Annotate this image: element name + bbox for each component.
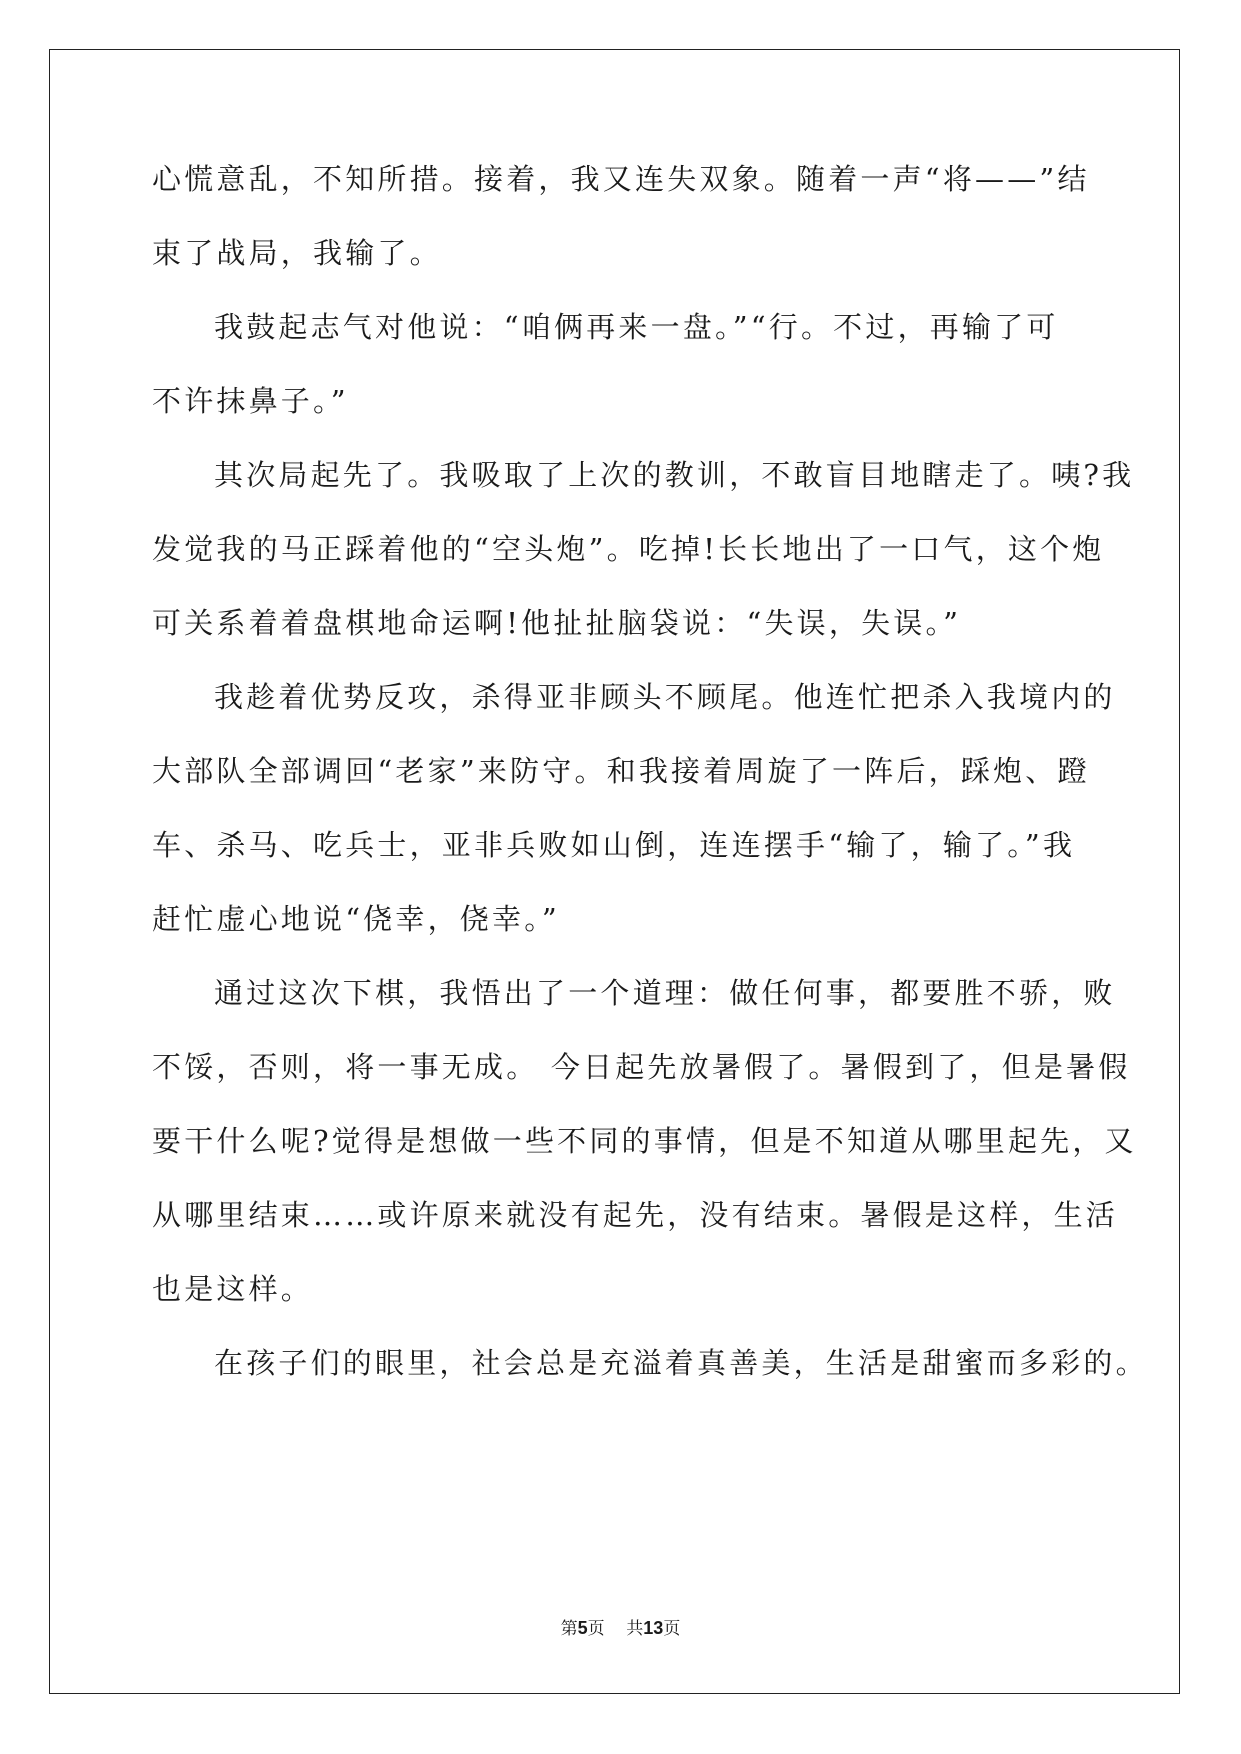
- total-pages: 13: [643, 1618, 664, 1638]
- total-label-suffix: 页: [663, 1619, 681, 1639]
- total-label-prefix: 共: [626, 1619, 644, 1639]
- text-line: 车、杀马、吃兵士，亚非兵败如山倒，连连摆手“输了，输了。”我: [152, 828, 1076, 862]
- text-line: 不许抹鼻子。”: [152, 384, 349, 418]
- text-line: 赶忙虚心地说“侥幸，侥幸。”: [152, 902, 560, 936]
- paragraph-start-line: 我趁着优势反攻，杀得亚非顾头不顾尾。他连忙把杀入我境内的: [214, 680, 1116, 714]
- page-label-suffix: 页: [587, 1619, 605, 1639]
- text-line: 也是这样。: [152, 1272, 314, 1306]
- text-line: 要干什么呢?觉得是想做一些不同的事情，但是不知道从哪里起先，又: [152, 1124, 1137, 1158]
- paragraph-start-line: 在孩子们的眼里，社会总是充溢着真善美，生活是甜蜜而多彩的。: [214, 1346, 1148, 1380]
- page-label-prefix: 第: [560, 1619, 578, 1639]
- page-number: 5: [577, 1618, 588, 1638]
- text-line: 大部队全部调回“老家”来防守。和我接着周旋了一阵后，踩炮、蹬: [152, 754, 1090, 788]
- text-line: 可关系着着盘棋地命运啊!他扯扯脑袋说：“失误，失误。”: [152, 606, 962, 640]
- page-border: [49, 49, 1180, 1694]
- text-line: 束了战局，我输了。: [152, 236, 442, 270]
- text-line: 不馁，否则，将一事无成。 今日起先放暑假了。暑假到了，但是暑假: [152, 1050, 1131, 1084]
- page-footer: [0, 1614, 1241, 1639]
- paragraph-start-line: 其次局起先了。我吸取了上次的教训，不敢盲目地瞎走了。咦?我: [214, 458, 1135, 492]
- paragraph-start-line: 我鼓起志气对他说：“咱俩再来一盘。”“行。不过，再输了可: [214, 310, 1059, 344]
- paragraph-start-line: 通过这次下棋，我悟出了一个道理：做任何事，都要胜不骄，败: [214, 976, 1116, 1010]
- text-line: 从哪里结束……或许原来就没有起先，没有结束。暑假是这样，生活: [152, 1198, 1119, 1232]
- text-line: 心慌意乱，不知所措。接着，我又连失双象。随着一声“将——”结: [152, 162, 1090, 196]
- text-line: 发觉我的马正踩着他的“空头炮”。吃掉!长长地出了一口气，这个炮: [152, 532, 1105, 566]
